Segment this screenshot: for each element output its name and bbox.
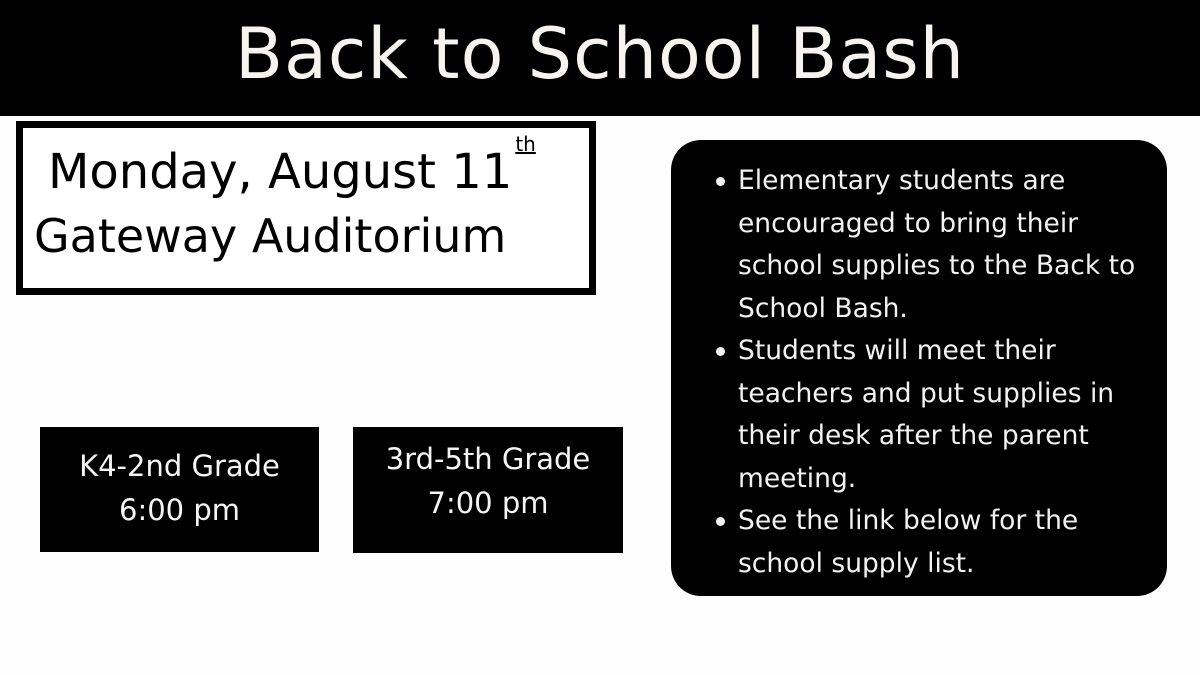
event-date — [48, 132, 536, 200]
session-3rd-5th — [353, 427, 623, 553]
event-info-box — [16, 121, 596, 295]
event-date-text: Monday, August 11 — [48, 144, 513, 200]
note-text: Elementary students are encouraged to bring their school supplies to the Back to School Bash. — [738, 165, 1136, 324]
notes-list — [691, 160, 1147, 585]
note-item — [691, 330, 1147, 500]
note-item — [691, 500, 1147, 585]
session-grade: K4-2nd Grade — [79, 449, 280, 483]
title-banner — [0, 0, 1200, 116]
event-venue: Gateway Auditorium — [34, 209, 507, 263]
bullet-icon — [716, 177, 725, 186]
bullet-icon — [716, 347, 725, 356]
session-grade: 3rd-5th Grade — [385, 442, 591, 476]
session-time: 6:00 pm — [119, 492, 240, 527]
note-text: Students will meet their teachers and put supplies in their desk after the parent meeting. — [738, 335, 1115, 494]
page-title: Back to School Bash — [234, 13, 966, 95]
session-time: 7:00 pm — [427, 485, 549, 520]
event-date-suffix: th — [515, 132, 536, 156]
bullet-icon — [716, 517, 725, 526]
note-item — [691, 160, 1147, 330]
notes-panel — [671, 140, 1167, 596]
note-text: See the link below for the school supply list. — [738, 505, 1079, 579]
session-k4-2nd — [40, 427, 319, 552]
